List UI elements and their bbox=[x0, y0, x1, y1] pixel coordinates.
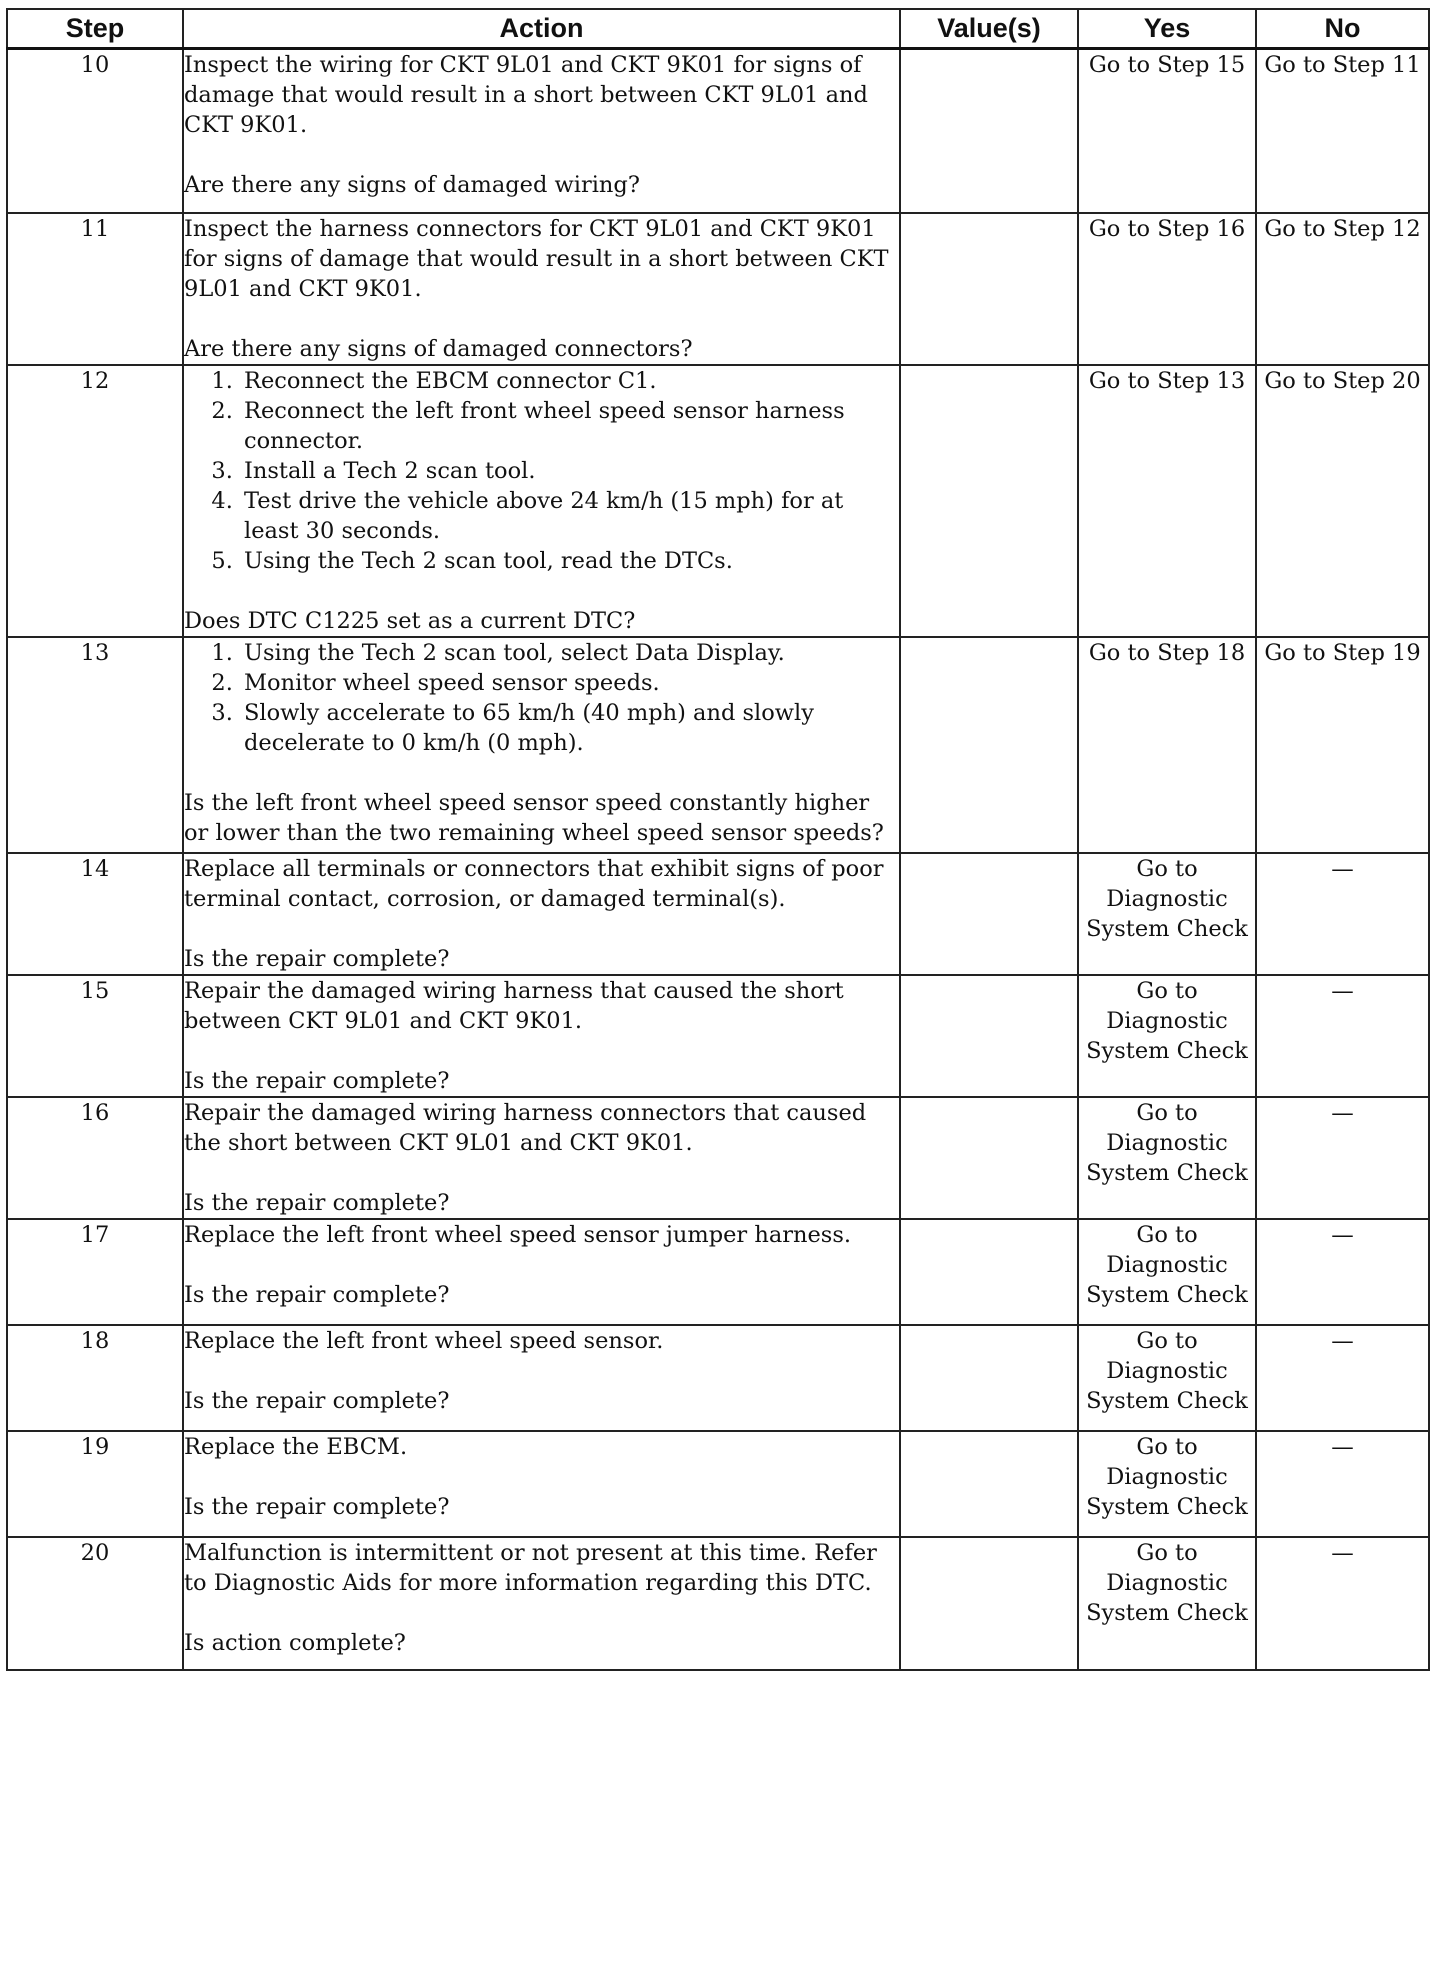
no-cell: — bbox=[1256, 1537, 1429, 1670]
table-row bbox=[7, 975, 1429, 1097]
yes-cell: Go to Diagnostic System Check bbox=[1078, 853, 1256, 975]
yes-cell: Go to Step 16 bbox=[1078, 213, 1256, 365]
yes-cell: Go to Step 15 bbox=[1078, 49, 1256, 213]
values-cell bbox=[900, 637, 1078, 853]
action-text: Repair the damaged wiring harness that caused the short between CKT 9L01 and CKT 9K01. bbox=[184, 977, 844, 1034]
yes-cell: Go to Diagnostic System Check bbox=[1078, 1325, 1256, 1431]
action-cell bbox=[183, 1097, 900, 1219]
action-cell bbox=[183, 853, 900, 975]
substep: 3. Install a Tech 2 scan tool. bbox=[240, 456, 899, 486]
no-cell: Go to Step 12 bbox=[1256, 213, 1429, 365]
substep: 5. Using the Tech 2 scan tool, read the DTCs. bbox=[240, 546, 899, 576]
substep: 1. Using the Tech 2 scan tool, select Data Display. bbox=[240, 638, 899, 668]
step-number: 19 bbox=[7, 1431, 183, 1537]
action-text: Replace the EBCM. bbox=[184, 1433, 408, 1460]
action-question: Is the left front wheel speed sensor speed constantly higher or lower than the two remaining wheel speed sensor speeds? bbox=[184, 789, 884, 846]
no-cell: Go to Step 20 bbox=[1256, 365, 1429, 637]
values-cell bbox=[900, 1325, 1078, 1431]
table-row bbox=[7, 637, 1429, 853]
action-cell bbox=[183, 1219, 900, 1325]
table-row bbox=[7, 1219, 1429, 1325]
values-cell bbox=[900, 49, 1078, 213]
values-cell bbox=[900, 1431, 1078, 1537]
no-cell: — bbox=[1256, 853, 1429, 975]
values-cell bbox=[900, 975, 1078, 1097]
table-row bbox=[7, 1431, 1429, 1537]
substep: 2. Monitor wheel speed sensor speeds. bbox=[240, 668, 899, 698]
action-question: Is action complete? bbox=[184, 1629, 406, 1656]
table-row bbox=[7, 213, 1429, 365]
step-number: 14 bbox=[7, 853, 183, 975]
values-cell bbox=[900, 365, 1078, 637]
no-cell: Go to Step 11 bbox=[1256, 49, 1429, 213]
action-text: Inspect the wiring for CKT 9L01 and CKT 9K01 for signs of damage that would result in a short between CKT 9L01 and CKT 9K01. bbox=[184, 52, 868, 138]
yes-cell: Go to Diagnostic System Check bbox=[1078, 1219, 1256, 1325]
values-cell bbox=[900, 1537, 1078, 1670]
values-cell bbox=[900, 1097, 1078, 1219]
values-cell bbox=[900, 213, 1078, 365]
action-cell bbox=[183, 213, 900, 365]
action-question: Are there any signs of damaged connectors? bbox=[184, 335, 693, 362]
table-row bbox=[7, 1097, 1429, 1219]
table-row bbox=[7, 853, 1429, 975]
step-number: 12 bbox=[7, 365, 183, 637]
table-row bbox=[7, 1325, 1429, 1431]
action-question: Is the repair complete? bbox=[184, 1493, 450, 1520]
action-text: Repair the damaged wiring harness connectors that caused the short between CKT 9L01 and CKT 9K01. bbox=[184, 1099, 867, 1156]
yes-cell: Go to Diagnostic System Check bbox=[1078, 975, 1256, 1097]
action-question: Is the repair complete? bbox=[184, 1281, 450, 1308]
step-number: 17 bbox=[7, 1219, 183, 1325]
action-cell bbox=[183, 49, 900, 213]
substep-list bbox=[184, 366, 899, 576]
no-cell: — bbox=[1256, 1219, 1429, 1325]
yes-cell: Go to Diagnostic System Check bbox=[1078, 1537, 1256, 1670]
no-cell: — bbox=[1256, 1431, 1429, 1537]
action-cell bbox=[183, 1537, 900, 1670]
header-yes: Yes bbox=[1078, 9, 1256, 49]
values-cell bbox=[900, 1219, 1078, 1325]
action-cell bbox=[183, 365, 900, 637]
table-header-row bbox=[7, 9, 1429, 49]
no-cell: Go to Step 19 bbox=[1256, 637, 1429, 853]
step-number: 10 bbox=[7, 49, 183, 213]
table-row bbox=[7, 1537, 1429, 1670]
step-number: 11 bbox=[7, 213, 183, 365]
table-body bbox=[7, 49, 1429, 1670]
diagnostic-table bbox=[6, 8, 1430, 1671]
values-cell bbox=[900, 853, 1078, 975]
yes-cell: Go to Diagnostic System Check bbox=[1078, 1431, 1256, 1537]
table-row bbox=[7, 49, 1429, 213]
no-cell: — bbox=[1256, 975, 1429, 1097]
action-cell bbox=[183, 1431, 900, 1537]
header-action: Action bbox=[183, 9, 900, 49]
yes-cell: Go to Diagnostic System Check bbox=[1078, 1097, 1256, 1219]
step-number: 13 bbox=[7, 637, 183, 853]
action-question: Is the repair complete? bbox=[184, 1189, 450, 1216]
action-text: Replace the left front wheel speed sensor. bbox=[184, 1327, 664, 1354]
action-question: Is the repair complete? bbox=[184, 1387, 450, 1414]
table-row bbox=[7, 365, 1429, 637]
action-cell bbox=[183, 1325, 900, 1431]
no-cell: — bbox=[1256, 1325, 1429, 1431]
action-question: Are there any signs of damaged wiring? bbox=[184, 172, 640, 198]
substep: 4. Test drive the vehicle above 24 km/h (15 mph) for at least 30 seconds. bbox=[240, 486, 899, 546]
substep: 1. Reconnect the EBCM connector C1. bbox=[240, 366, 899, 396]
action-text: Replace the left front wheel speed sensor jumper harness. bbox=[184, 1221, 852, 1248]
step-number: 16 bbox=[7, 1097, 183, 1219]
header-step: Step bbox=[7, 9, 183, 49]
no-cell: — bbox=[1256, 1097, 1429, 1219]
header-values: Value(s) bbox=[900, 9, 1078, 49]
action-text: Malfunction is intermittent or not present at this time. Refer to Diagnostic Aids for more information regarding this DTC. bbox=[184, 1539, 877, 1596]
action-cell bbox=[183, 975, 900, 1097]
substep: 2. Reconnect the left front wheel speed sensor harness connector. bbox=[240, 396, 899, 456]
action-question: Does DTC C1225 set as a current DTC? bbox=[184, 607, 636, 634]
step-number: 20 bbox=[7, 1537, 183, 1670]
action-question: Is the repair complete? bbox=[184, 1067, 450, 1094]
step-number: 15 bbox=[7, 975, 183, 1097]
step-number: 18 bbox=[7, 1325, 183, 1431]
substep-list bbox=[184, 638, 899, 758]
action-question: Is the repair complete? bbox=[184, 945, 450, 972]
action-text: Replace all terminals or connectors that exhibit signs of poor terminal contact, corrosion, or damaged terminal(s). bbox=[184, 855, 884, 912]
substep: 3. Slowly accelerate to 65 km/h (40 mph) and slowly decelerate to 0 km/h (0 mph). bbox=[240, 698, 899, 758]
action-text: Inspect the harness connectors for CKT 9L01 and CKT 9K01 for signs of damage that would result in a short between CKT 9L01 and CKT 9K01. bbox=[184, 215, 889, 302]
action-cell bbox=[183, 637, 900, 853]
yes-cell: Go to Step 18 bbox=[1078, 637, 1256, 853]
header-no: No bbox=[1256, 9, 1429, 49]
yes-cell: Go to Step 13 bbox=[1078, 365, 1256, 637]
